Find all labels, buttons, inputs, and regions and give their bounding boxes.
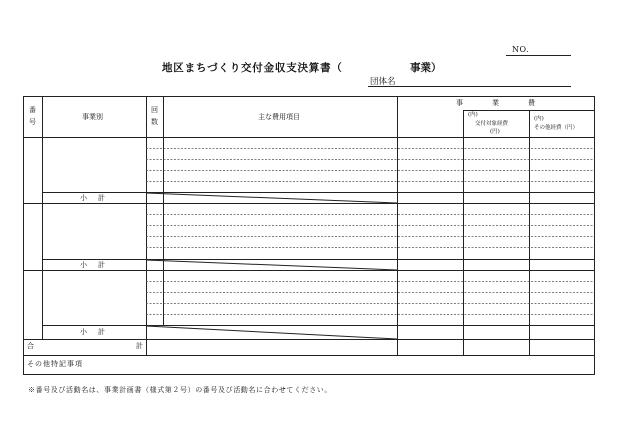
subtotal-2-label-a: 小: [80, 261, 87, 269]
header-subsidy-2: 交付対象経費: [475, 121, 509, 127]
header-number-1: 番: [29, 106, 36, 114]
organization-name-label: 団体名: [370, 77, 396, 87]
document-title-suffix: 事業）: [410, 62, 442, 74]
table-frame: [24, 97, 595, 375]
subtotal-3-label-a: 小: [80, 328, 87, 336]
header-other-1: (内): [534, 116, 544, 122]
header-main-items: 主な費用項目: [258, 113, 300, 121]
remarks-label: その他特記事項: [27, 360, 83, 368]
header-count-1: 回: [151, 106, 158, 114]
header-project: 事業別: [82, 113, 103, 121]
header-expense-1: 事: [456, 99, 463, 107]
header-subsidy-3: (円): [490, 129, 500, 135]
document-number-label: NO.: [512, 45, 530, 54]
header-subsidy-1: (内): [468, 112, 478, 118]
header-number-2: 号: [29, 118, 36, 126]
header-expense-3: 費: [528, 99, 535, 107]
header-count-2: 数: [151, 118, 158, 126]
header-expense-2: 業: [492, 99, 499, 107]
header-other-2: その他経費（円）: [534, 125, 579, 131]
subtotal-2-label-b: 計: [98, 261, 105, 269]
total-label-a: 合: [27, 342, 34, 350]
footnote: ※番号及び活動名は、事業計画書（様式第２号）の番号及び活動名に合わせてください。: [28, 386, 332, 394]
subtotal-1-label-a: 小: [80, 194, 87, 202]
subtotal-3-label-b: 計: [98, 328, 105, 336]
total-label-b: 計: [136, 342, 143, 350]
document-title: 地区まちづくり交付金収支決算書（: [162, 62, 343, 74]
subtotal-1-label-b: 計: [98, 194, 105, 202]
